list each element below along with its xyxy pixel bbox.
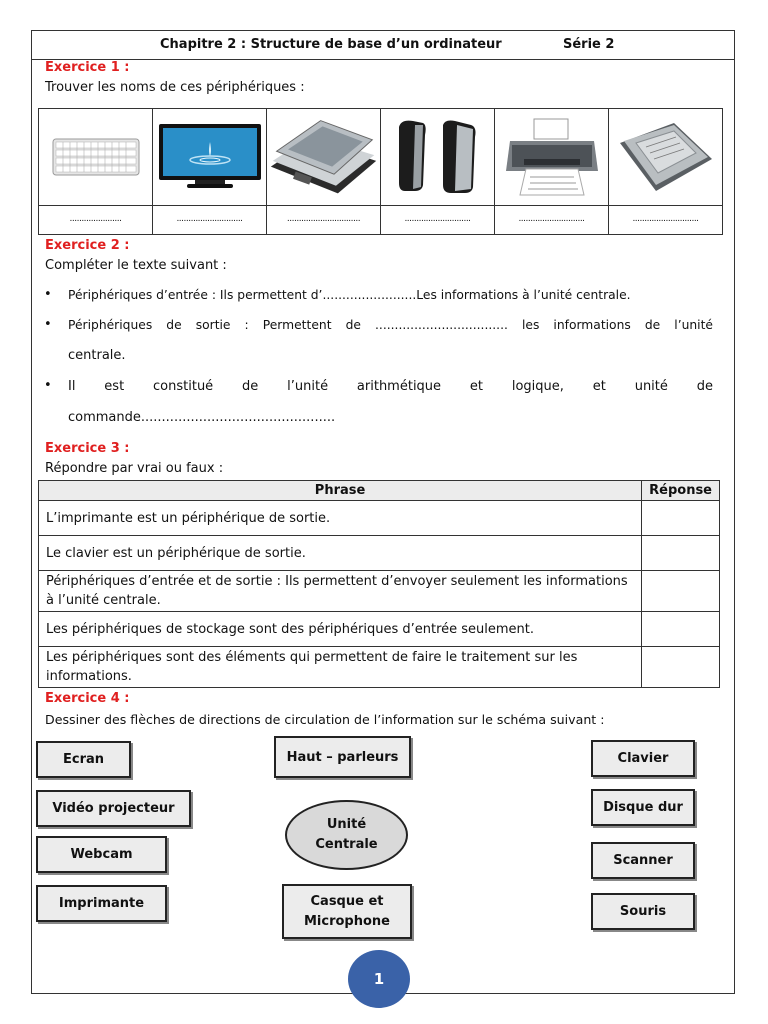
exercise-3-instruction: Répondre par vrai ou faux : bbox=[45, 461, 224, 476]
answer-cell[interactable] bbox=[642, 536, 720, 571]
box-casque-microphone bbox=[282, 884, 412, 939]
table-row-phrase: Périphériques d’entrée et de sortie : Ils permettent d’envoyer seulement les informations à l’unité centrale. bbox=[39, 571, 642, 612]
column-reponse: Réponse bbox=[642, 481, 720, 501]
box-imprimante: Imprimante bbox=[36, 885, 167, 922]
keyboard-icon bbox=[39, 109, 152, 205]
bullet-processor: Il est constitué de l’unité arithmétique et logique, et unité de bbox=[68, 379, 713, 394]
exercise-4-instruction: Dessiner des flèches de directions de circulation de l’information sur le schéma suivant : bbox=[45, 712, 605, 727]
device-answer-blank: ...................... bbox=[39, 205, 152, 234]
scanner-icon bbox=[267, 109, 380, 205]
bullet-output-devices: Périphériques de sortie : Permettent de .................................. les informations de l’unité bbox=[68, 318, 713, 332]
box-webcam: Webcam bbox=[36, 836, 167, 873]
box-clavier: Clavier bbox=[591, 740, 695, 777]
device-answer-blank: ............................ bbox=[153, 205, 266, 234]
device-cell bbox=[609, 109, 722, 234]
bullet-dot: • bbox=[44, 317, 52, 332]
device-answer-blank: ............................ bbox=[495, 205, 608, 234]
hard-disk-icon bbox=[609, 109, 722, 205]
box-disque-dur: Disque dur bbox=[591, 789, 695, 826]
casque-line-2: Microphone bbox=[303, 913, 390, 929]
true-false-table bbox=[38, 480, 720, 688]
table-row-phrase: Les périphériques sont des éléments qui permettent de faire le traitement sur les informations. bbox=[39, 647, 642, 688]
exercise-2-instruction: Compléter le texte suivant : bbox=[45, 258, 227, 273]
device-cell bbox=[39, 109, 153, 234]
central-unit-line-1: Unité bbox=[326, 817, 367, 832]
exercise-1-label: Exercice 1 : bbox=[45, 60, 130, 75]
bullet-processor-cont: commande............................................... bbox=[68, 410, 336, 425]
exercise-2-label: Exercice 2 : bbox=[45, 238, 130, 253]
device-cell bbox=[495, 109, 609, 234]
answer-cell[interactable] bbox=[642, 612, 720, 647]
table-row-phrase: Le clavier est un périphérique de sortie. bbox=[39, 536, 642, 571]
bullet-dot: • bbox=[44, 287, 52, 302]
header-divider bbox=[31, 59, 735, 60]
device-answer-blank: ............................... bbox=[267, 205, 380, 234]
device-cell bbox=[381, 109, 495, 234]
table-row-phrase: L’imprimante est un périphérique de sortie. bbox=[39, 501, 642, 536]
casque-line-1: Casque et bbox=[310, 893, 384, 909]
devices-row bbox=[38, 108, 723, 235]
central-unit-line-2: Centrale bbox=[315, 837, 378, 852]
speakers-icon bbox=[381, 109, 494, 205]
exercise-1-instruction: Trouver les noms de ces périphériques : bbox=[45, 80, 305, 95]
chapter-title: Chapitre 2 : Structure de base d’un ordinateur bbox=[160, 37, 502, 52]
device-answer-blank: ............................ bbox=[609, 205, 722, 234]
serie-label: Série 2 bbox=[563, 37, 615, 52]
device-cell bbox=[153, 109, 267, 234]
page-number-badge: 1 bbox=[348, 950, 410, 1008]
box-souris: Souris bbox=[591, 893, 695, 930]
answer-cell[interactable] bbox=[642, 647, 720, 688]
exercise-4-label: Exercice 4 : bbox=[45, 691, 130, 706]
exercise-3-label: Exercice 3 : bbox=[45, 441, 130, 456]
table-row-phrase: Les périphériques de stockage sont des périphériques d’entrée seulement. bbox=[39, 612, 642, 647]
central-unit-ellipse bbox=[285, 800, 408, 870]
column-phrase: Phrase bbox=[39, 481, 642, 501]
answer-cell[interactable] bbox=[642, 501, 720, 536]
printer-icon bbox=[495, 109, 608, 205]
box-video-projecteur: Vidéo projecteur bbox=[36, 790, 191, 827]
box-haut-parleurs: Haut – parleurs bbox=[274, 736, 411, 778]
answer-cell[interactable] bbox=[642, 571, 720, 612]
monitor-icon bbox=[153, 109, 266, 205]
device-cell bbox=[267, 109, 381, 234]
box-ecran: Ecran bbox=[36, 741, 131, 778]
device-answer-blank: ............................ bbox=[381, 205, 494, 234]
bullet-input-devices: Périphériques d’entrée : Ils permettent d’........................Les informations à l’unité centrale. bbox=[68, 288, 631, 302]
box-scanner: Scanner bbox=[591, 842, 695, 879]
bullet-output-devices-cont: centrale. bbox=[68, 348, 126, 363]
bullet-dot: • bbox=[44, 378, 52, 393]
